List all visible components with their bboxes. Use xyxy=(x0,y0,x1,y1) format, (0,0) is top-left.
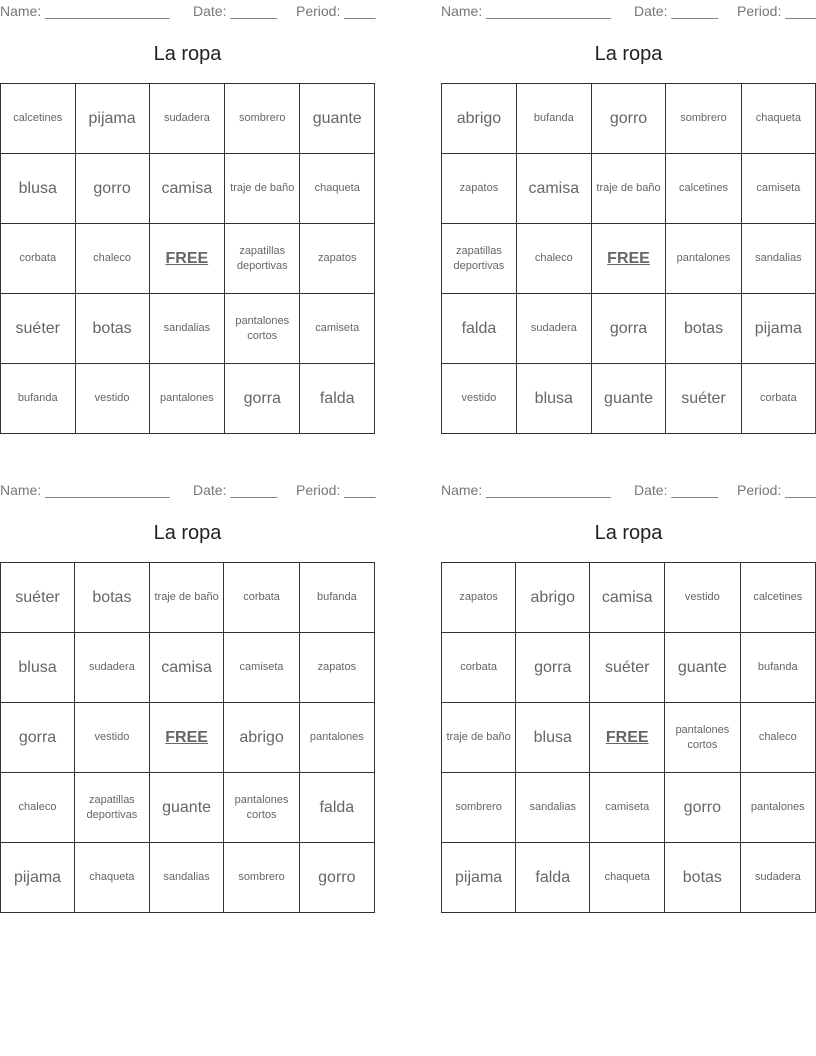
grid-cell: guante xyxy=(591,364,666,434)
bingo-grid xyxy=(0,83,375,434)
grid-cell: gorro xyxy=(299,843,374,913)
grid-cell: chaqueta xyxy=(300,154,375,224)
grid-cell: blusa xyxy=(1,633,75,703)
date-field: Date: ______ xyxy=(634,3,719,19)
bingo-grid xyxy=(441,562,816,913)
grid-cell: chaqueta xyxy=(741,84,815,154)
free-space: FREE xyxy=(149,703,224,773)
grid-row xyxy=(442,563,816,633)
grid-cell: pijama xyxy=(442,843,516,913)
grid-cell: bufanda xyxy=(516,84,591,154)
period-field: Period: ____ xyxy=(737,3,816,19)
grid-cell: falda xyxy=(299,773,374,843)
grid-cell: botas xyxy=(665,843,740,913)
grid-cell: bufanda xyxy=(1,364,76,434)
grid-cell: pantalones cortos xyxy=(225,294,300,364)
name-field: Name: ________________ xyxy=(441,3,611,19)
grid-row xyxy=(1,364,375,434)
grid-cell: blusa xyxy=(516,364,591,434)
grid-cell: camisa xyxy=(149,633,224,703)
grid-cell: zapatillas deportivas xyxy=(75,773,150,843)
grid-cell: pijama xyxy=(741,294,815,364)
grid-cell: blusa xyxy=(516,703,590,773)
grid-row xyxy=(1,563,375,633)
grid-cell: guante xyxy=(300,84,375,154)
grid-row xyxy=(442,154,816,224)
grid-row xyxy=(442,294,816,364)
grid-cell: guante xyxy=(149,773,224,843)
free-space: FREE xyxy=(591,224,666,294)
date-field: Date: ______ xyxy=(634,482,719,498)
grid-cell: pantalones cortos xyxy=(665,703,740,773)
grid-cell: sandalias xyxy=(516,773,590,843)
grid-cell: zapatos xyxy=(299,633,374,703)
grid-cell: traje de baño xyxy=(591,154,666,224)
grid-cell: vestido xyxy=(442,364,517,434)
grid-cell: camisa xyxy=(516,154,591,224)
grid-row xyxy=(442,703,816,773)
grid-row xyxy=(442,633,816,703)
bingo-grid xyxy=(441,83,816,434)
grid-cell: camiseta xyxy=(224,633,299,703)
grid-cell: chaleco xyxy=(740,703,815,773)
grid-cell: gorro xyxy=(591,84,666,154)
grid-cell: sombrero xyxy=(224,843,299,913)
grid-cell: sombrero xyxy=(442,773,516,843)
grid-cell: camiseta xyxy=(741,154,815,224)
grid-row xyxy=(1,773,375,843)
grid-cell: pantalones xyxy=(666,224,741,294)
grid-cell: traje de baño xyxy=(225,154,300,224)
card-title: La ropa xyxy=(594,522,663,544)
grid-cell: zapatos xyxy=(442,154,517,224)
name-field: Name: ________________ xyxy=(0,482,170,498)
card-title: La ropa xyxy=(594,43,663,65)
grid-cell: falda xyxy=(300,364,375,434)
grid-cell: gorra xyxy=(516,633,590,703)
grid-cell: sudadera xyxy=(149,84,224,154)
card-title: La ropa xyxy=(153,43,222,65)
grid-cell: pantalones xyxy=(740,773,815,843)
grid-cell: corbata xyxy=(224,563,299,633)
grid-row xyxy=(1,224,375,294)
grid-row xyxy=(442,364,816,434)
grid-cell: chaleco xyxy=(75,224,149,294)
grid-cell: botas xyxy=(666,294,741,364)
grid-cell: gorro xyxy=(75,154,149,224)
grid-cell: pantalones xyxy=(299,703,374,773)
grid-cell: sombrero xyxy=(225,84,300,154)
grid-cell: sombrero xyxy=(666,84,741,154)
grid-cell: suéter xyxy=(590,633,665,703)
grid-cell: suéter xyxy=(666,364,741,434)
grid-cell: botas xyxy=(75,294,149,364)
grid-cell: traje de baño xyxy=(149,563,224,633)
grid-cell: zapatos xyxy=(300,224,375,294)
period-field: Period: ____ xyxy=(296,3,376,19)
grid-cell: bufanda xyxy=(740,633,815,703)
date-field: Date: ______ xyxy=(193,3,278,19)
grid-row xyxy=(442,224,816,294)
grid-cell: pantalones xyxy=(149,364,224,434)
grid-cell: bufanda xyxy=(299,563,374,633)
free-space: FREE xyxy=(590,703,665,773)
grid-cell: chaqueta xyxy=(75,843,150,913)
grid-cell: abrigo xyxy=(516,563,590,633)
period-field: Period: ____ xyxy=(737,482,816,498)
grid-cell: traje de baño xyxy=(442,703,516,773)
grid-cell: abrigo xyxy=(442,84,517,154)
grid-cell: sudadera xyxy=(75,633,150,703)
grid-cell: zapatillas deportivas xyxy=(225,224,300,294)
grid-cell: camiseta xyxy=(590,773,665,843)
grid-cell: gorra xyxy=(1,703,75,773)
free-space: FREE xyxy=(149,224,224,294)
grid-row xyxy=(442,84,816,154)
grid-cell: zapatillas deportivas xyxy=(442,224,517,294)
period-field: Period: ____ xyxy=(296,482,376,498)
grid-cell: botas xyxy=(75,563,150,633)
name-field: Name: ________________ xyxy=(441,482,611,498)
grid-cell: sudadera xyxy=(740,843,815,913)
grid-cell: corbata xyxy=(741,364,815,434)
grid-cell: pijama xyxy=(1,843,75,913)
grid-cell: abrigo xyxy=(224,703,299,773)
grid-cell: vestido xyxy=(75,703,150,773)
grid-cell: corbata xyxy=(1,224,76,294)
grid-cell: suéter xyxy=(1,563,75,633)
grid-cell: calcetines xyxy=(666,154,741,224)
grid-row xyxy=(1,703,375,773)
grid-row xyxy=(442,843,816,913)
grid-cell: chaqueta xyxy=(590,843,665,913)
grid-cell: suéter xyxy=(1,294,76,364)
grid-cell: pijama xyxy=(75,84,149,154)
grid-cell: vestido xyxy=(665,563,740,633)
grid-row xyxy=(1,154,375,224)
grid-row xyxy=(442,773,816,843)
grid-cell: blusa xyxy=(1,154,76,224)
grid-cell: corbata xyxy=(442,633,516,703)
grid-row xyxy=(1,633,375,703)
grid-row xyxy=(1,294,375,364)
card-title: La ropa xyxy=(153,522,222,544)
grid-cell: sudadera xyxy=(516,294,591,364)
grid-cell: gorra xyxy=(225,364,300,434)
grid-cell: calcetines xyxy=(1,84,76,154)
grid-cell: falda xyxy=(442,294,517,364)
grid-cell: chaleco xyxy=(516,224,591,294)
grid-cell: pantalones cortos xyxy=(224,773,299,843)
grid-cell: sandalias xyxy=(149,294,224,364)
bingo-grid xyxy=(0,562,375,913)
grid-cell: guante xyxy=(665,633,740,703)
grid-cell: camiseta xyxy=(300,294,375,364)
grid-cell: sandalias xyxy=(741,224,815,294)
grid-cell: gorra xyxy=(591,294,666,364)
grid-cell: falda xyxy=(516,843,590,913)
grid-cell: camisa xyxy=(590,563,665,633)
grid-row xyxy=(1,84,375,154)
grid-cell: calcetines xyxy=(740,563,815,633)
grid-cell: chaleco xyxy=(1,773,75,843)
grid-cell: zapatos xyxy=(442,563,516,633)
grid-cell: sandalias xyxy=(149,843,224,913)
grid-row xyxy=(1,843,375,913)
grid-cell: camisa xyxy=(149,154,224,224)
name-field: Name: ________________ xyxy=(0,3,170,19)
grid-cell: vestido xyxy=(75,364,149,434)
grid-cell: gorro xyxy=(665,773,740,843)
date-field: Date: ______ xyxy=(193,482,278,498)
